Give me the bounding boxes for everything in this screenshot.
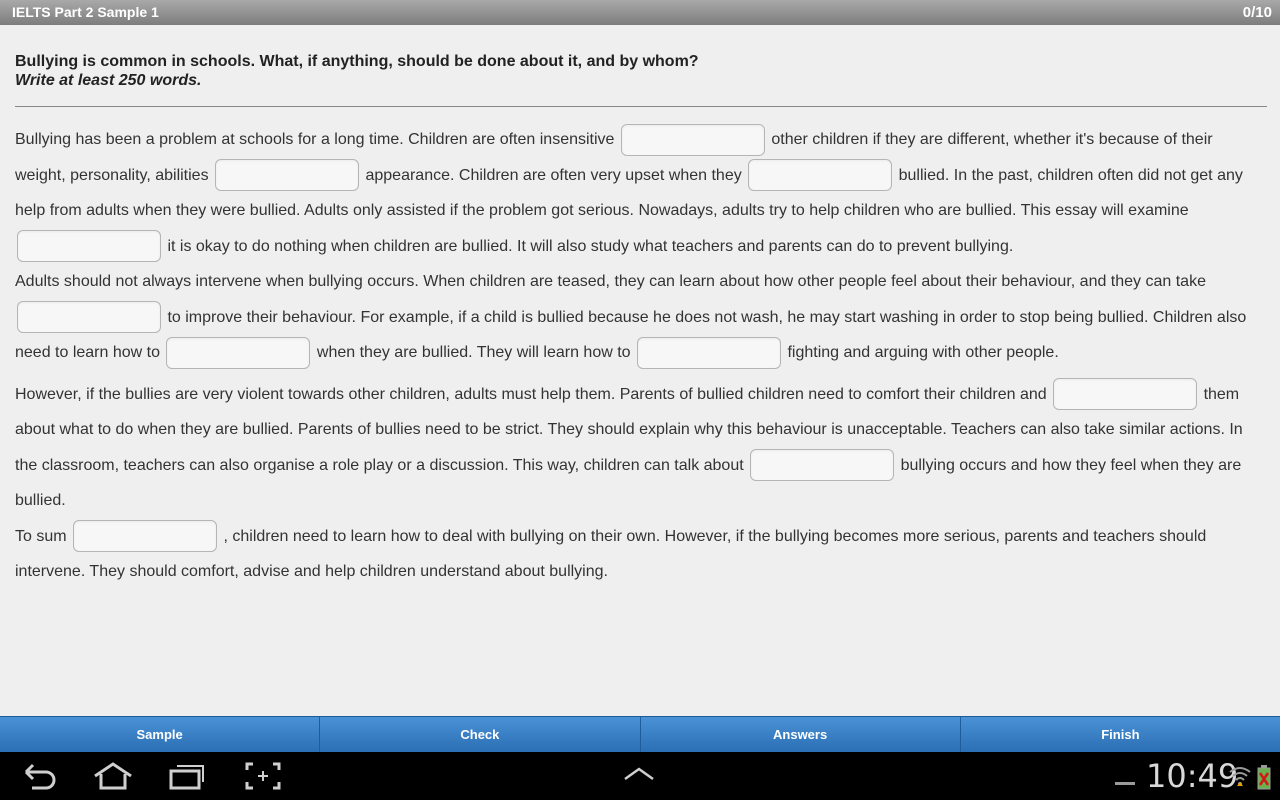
- exercise-content: [15, 25, 1267, 715]
- paragraph-4: [15, 519, 1267, 590]
- minus-icon: [1114, 774, 1136, 792]
- system-navigation-bar: [0, 752, 1280, 800]
- paragraph-3: [15, 377, 1267, 519]
- essay-text-segment: other children if they are different, whether it's because of their weight, personality, abilities: [15, 131, 1213, 184]
- essay-text-segment: fighting and arguing with other people.: [787, 344, 1059, 361]
- finish-button[interactable]: Finish: [1101, 727, 1140, 742]
- paragraph-2: [15, 264, 1267, 371]
- battery-icon: [1256, 764, 1272, 795]
- title-bar: [0, 0, 1280, 25]
- gap-input-3[interactable]: [748, 159, 892, 191]
- question-prompt: Bullying is common in schools. What, if anything, should be done about it, and by whom?: [15, 53, 699, 70]
- sample-button[interactable]: Sample: [0, 717, 320, 752]
- question-block: [15, 52, 1267, 90]
- gap-input-10[interactable]: [73, 520, 217, 552]
- app-title: IELTS Part 2 Sample 1: [12, 4, 159, 20]
- gap-input-8[interactable]: [1053, 378, 1197, 410]
- essay-text: [15, 122, 1267, 590]
- essay-text-segment: to improve their behaviour. For example, if a child is bullied because he does not wash, he may start washing in order to stop being bullied. Children also need to learn how to: [15, 308, 1247, 361]
- gap-input-4[interactable]: [17, 230, 161, 262]
- essay-text-segment: To sum: [15, 527, 67, 545]
- gap-input-5[interactable]: [17, 301, 161, 333]
- gap-input-9[interactable]: [750, 449, 894, 481]
- progress-counter: 0/10: [1242, 4, 1272, 21]
- wifi-icon: [1228, 764, 1252, 793]
- home-icon[interactable]: [92, 762, 134, 795]
- gap-input-2[interactable]: [215, 159, 359, 191]
- gap-input-1[interactable]: [621, 124, 765, 156]
- essay-text-segment: when they are bullied. They will learn how to: [316, 344, 631, 361]
- answers-button[interactable]: Answers: [641, 717, 961, 752]
- essay-text-segment: it is okay to do nothing when children are bullied. It will also study what teachers and parents can do to prevent bullying.: [167, 237, 1014, 255]
- essay-text-segment: bullied. In the past, children often did not get any help from adults when they were bullied. Adults only assisted if the problem got serious. Nowadays, adults try to help children who are bullied. This essay will examine: [15, 166, 1243, 219]
- paragraph-1: [15, 122, 1267, 264]
- essay-text-segment: However, if the bullies are very violent towards other children, adults must help them. Parents of bullied children need to comfort their children and: [15, 385, 1047, 403]
- essay-text-segment: Adults should not always intervene when bullying occurs. When children are teased, they can learn about how other people feel about their behaviour, and they can take: [15, 273, 1206, 290]
- gap-input-6[interactable]: [166, 337, 310, 369]
- essay-text-segment: them about what to do when they are bullied. Parents of bullies need to be strict. They should explain why this behaviour is unacceptable. Teachers can also take similar actions. In the classroom, teachers can also organise a role play or a discussion. This way, children can talk about: [15, 385, 1243, 474]
- question-instruction: Write at least 250 words.: [15, 72, 202, 89]
- divider: [15, 106, 1267, 107]
- essay-text-segment: bullying occurs and how they feel when they are bullied.: [15, 456, 1242, 509]
- essay-text-segment: , children need to learn how to deal with bullying on their own. However, if the bullying becomes more serious, parents and teachers should intervene. They should comfort, advise and help children understand about bullying.: [15, 527, 1207, 580]
- screenshot-icon[interactable]: [245, 762, 281, 795]
- up-chevron-icon[interactable]: [622, 766, 656, 787]
- status-clock: 10:49: [1146, 757, 1239, 795]
- check-button[interactable]: Check: [320, 717, 640, 752]
- essay-text-segment: appearance. Children are often very upset when they: [365, 166, 742, 184]
- recent-apps-icon[interactable]: [168, 762, 206, 795]
- gap-input-7[interactable]: [637, 337, 781, 369]
- essay-text-segment: Bullying has been a problem at schools for a long time. Children are often insensitive: [15, 131, 615, 148]
- action-bar: [0, 716, 1280, 752]
- back-icon[interactable]: [20, 762, 58, 795]
